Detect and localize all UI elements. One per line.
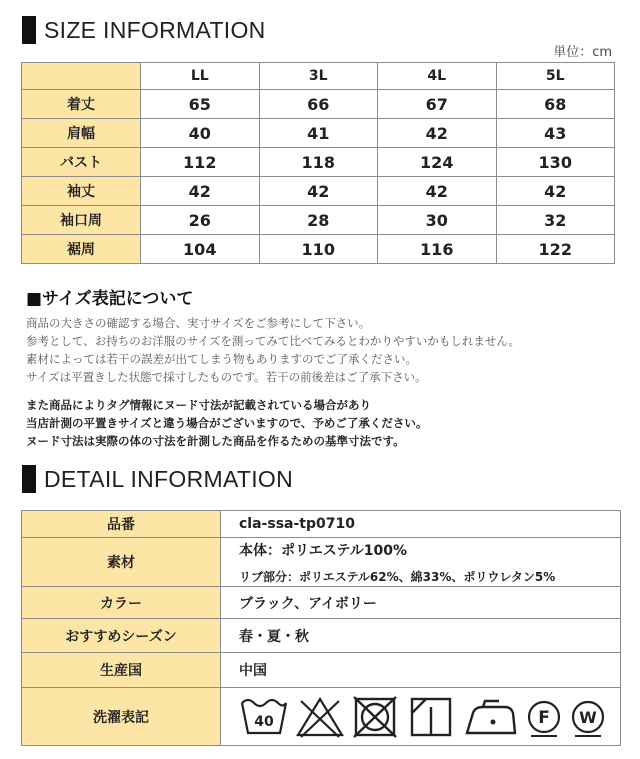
note-line: サイズは平置きした状態で採寸したものです。若干の前後差はご了承下さい。 [26, 370, 427, 384]
table-row [22, 206, 615, 235]
drip-dry-shade-icon [407, 695, 457, 739]
table-row [22, 688, 621, 746]
color-value: ブラック、アイボリー [221, 587, 621, 619]
size-value: 30 [378, 206, 497, 235]
size-value: 28 [259, 206, 378, 235]
detail-section-header [22, 465, 293, 493]
iron-low-icon [463, 695, 519, 739]
care-symbols [239, 695, 620, 739]
material-value-main: 本体：ポリエステル100% [239, 542, 407, 559]
size-value: 65 [141, 90, 260, 119]
detail-label: カラー [22, 587, 221, 619]
size-section-header [22, 16, 266, 44]
section-bar [22, 16, 36, 44]
notation-notes [26, 314, 520, 386]
size-column-header: 5L [496, 63, 615, 90]
size-value: 124 [378, 148, 497, 177]
size-section-title: SIZE INFORMATION [44, 16, 266, 43]
dry-clean-f-icon [525, 695, 563, 739]
table-row [22, 538, 621, 587]
material-cell [221, 538, 621, 587]
size-value: 26 [141, 206, 260, 235]
header-corner-cell [22, 63, 141, 90]
unit-label: 単位：cm [553, 45, 612, 60]
note-line: 参考として、お持ちのお洋服のサイズを測ってみて比べてみるとわかりやすいかもしれません。 [26, 334, 521, 348]
product-number-value: cla-ssa-tp0710 [221, 511, 621, 538]
size-value: 43 [496, 119, 615, 148]
wash-temp-label: 40 [254, 713, 274, 730]
detail-label: 品番 [22, 511, 221, 538]
section-bar [22, 465, 36, 493]
size-value: 104 [141, 235, 260, 264]
size-column-header: 3L [259, 63, 378, 90]
size-value: 32 [496, 206, 615, 235]
dry-clean-f-label: F [538, 707, 550, 728]
note-line: 商品の大きさの確認する場合、実寸サイズをご参考にして下さい。 [26, 316, 371, 330]
origin-value: 中国 [221, 653, 621, 688]
size-value: 42 [378, 177, 497, 206]
season-value: 春・夏・秋 [221, 619, 621, 653]
size-table-header-row [22, 63, 615, 90]
bold-note-line: また商品によりタグ情報にヌード寸法が記載されている場合があり [26, 398, 371, 412]
wet-clean-w-icon [569, 695, 607, 739]
table-row [22, 177, 615, 206]
size-value: 42 [378, 119, 497, 148]
wet-clean-w-label: W [579, 707, 597, 727]
size-value: 42 [141, 177, 260, 206]
detail-label: おすすめシーズン [22, 619, 221, 653]
table-row [22, 511, 621, 538]
table-row [22, 619, 621, 653]
row-label: バスト [22, 148, 141, 177]
detail-table [21, 510, 621, 746]
row-label: 裾周 [22, 235, 141, 264]
size-value: 66 [259, 90, 378, 119]
bold-note-line: 当店計測の平置きサイズと違う場合がございますので、予めご了承ください。 [26, 416, 428, 430]
notation-title: ■サイズ表記について [26, 289, 194, 309]
care-symbols-cell [221, 688, 621, 746]
table-row [22, 148, 615, 177]
detail-label: 生産国 [22, 653, 221, 688]
wash-40-icon [239, 695, 289, 739]
table-row [22, 90, 615, 119]
detail-section-title: DETAIL INFORMATION [44, 465, 294, 492]
size-value: 118 [259, 148, 378, 177]
size-value: 42 [496, 177, 615, 206]
size-value: 67 [378, 90, 497, 119]
size-column-header: LL [141, 63, 260, 90]
size-value: 116 [378, 235, 497, 264]
material-value-rib: リブ部分：ポリエステル62%、綿33%、ポリウレタン5% [239, 569, 556, 584]
size-value: 42 [259, 177, 378, 206]
size-value: 40 [141, 119, 260, 148]
table-row [22, 119, 615, 148]
size-value: 130 [496, 148, 615, 177]
size-table [21, 62, 615, 264]
detail-label: 洗濯表記 [22, 688, 221, 746]
row-label: 袖口周 [22, 206, 141, 235]
size-column-header: 4L [378, 63, 497, 90]
size-value: 122 [496, 235, 615, 264]
size-value: 68 [496, 90, 615, 119]
detail-label: 素材 [22, 538, 221, 587]
table-row [22, 235, 615, 264]
row-label: 着丈 [22, 90, 141, 119]
no-tumble-dry-icon [351, 695, 401, 739]
no-bleach-icon [295, 695, 345, 739]
row-label: 肩幅 [22, 119, 141, 148]
table-row [22, 653, 621, 688]
notation-bold-notes [26, 396, 427, 450]
note-line: 素材によっては若干の誤差が出てしまう物もありますのでご了承ください。 [26, 352, 417, 366]
table-row [22, 587, 621, 619]
size-value: 41 [259, 119, 378, 148]
size-value: 110 [259, 235, 378, 264]
size-value: 112 [141, 148, 260, 177]
row-label: 袖丈 [22, 177, 141, 206]
bold-note-line: ヌード寸法は実際の体の寸法を計測した商品を作るための基準寸法です。 [26, 434, 405, 448]
